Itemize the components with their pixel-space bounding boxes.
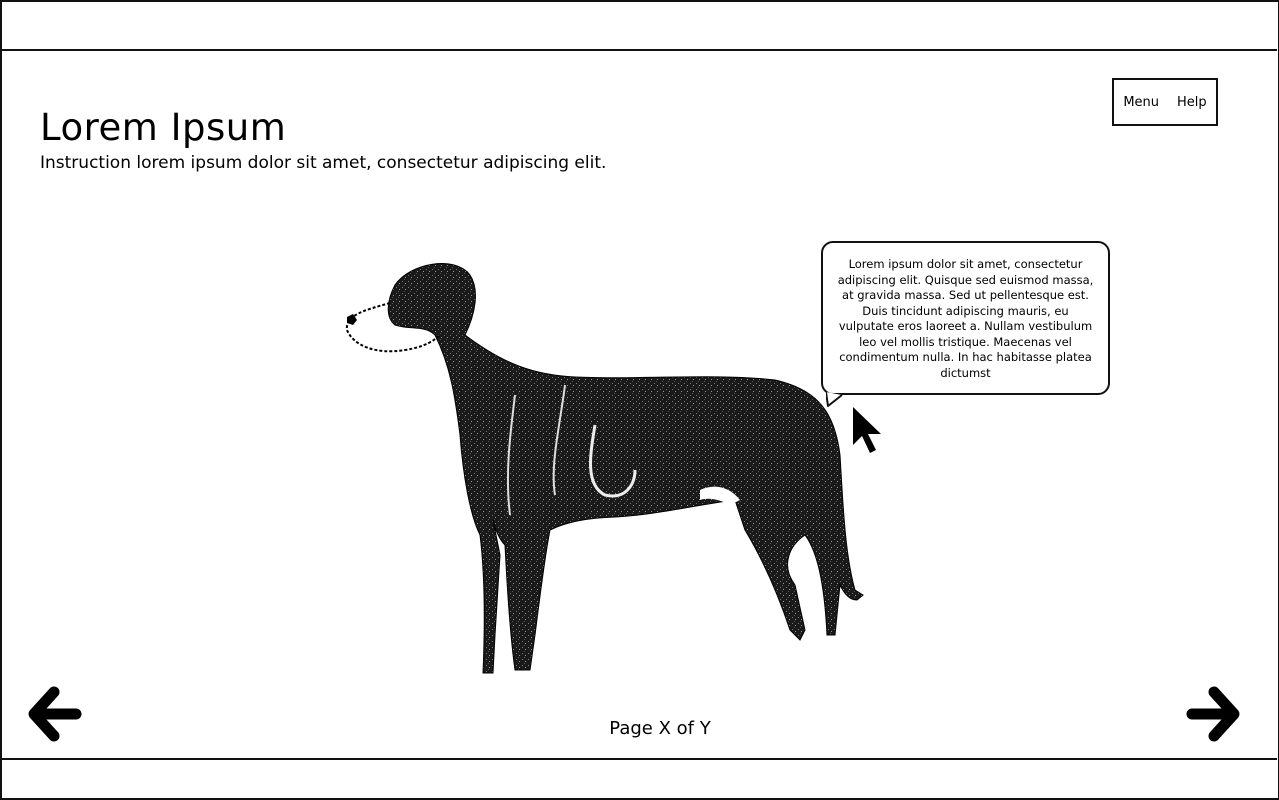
menu-link[interactable]: Menu [1123,94,1160,110]
nav-menu [1112,78,1218,126]
dog-image [335,255,885,695]
callout-bubble [821,241,1110,395]
arrow-left-icon [26,684,82,744]
arrow-right-icon [1186,684,1242,744]
bottom-bar [0,758,1277,798]
callout-text: Lorem ipsum dolor sit amet, consectetur adipiscing elit. Quisque sed euismod massa, at gravida massa. Sed ut pellentesque est. Duis tincidunt adipiscing mauris, eu vulputate eros laoreet a. Nullam vestibulum leo vel mollis tristique. Maecenas vel condimentum nulla. In hac habitasse platea dictumst [837,257,1094,380]
callout-tail [826,392,848,408]
next-page-button[interactable] [1186,684,1242,744]
instruction-text: Instruction lorem ipsum dolor sit amet, consectetur adipiscing elit. [40,153,607,173]
pointer-cursor-icon [851,405,885,457]
page-title: Lorem Ipsum [40,106,287,149]
help-link[interactable]: Help [1177,94,1207,110]
top-bar [0,0,1277,51]
page-indicator: Page X of Y [609,718,711,739]
previous-page-button[interactable] [26,684,82,744]
